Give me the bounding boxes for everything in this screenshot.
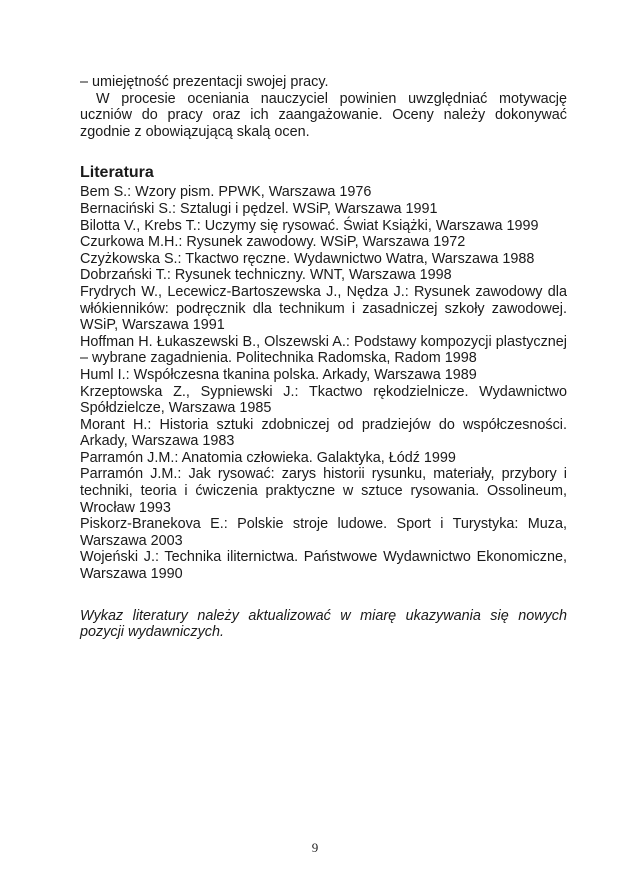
reference-list bbox=[80, 184, 567, 582]
page-content bbox=[80, 74, 567, 655]
reference-item: Wojeński J.: Technika iliternictwa. Państwowe Wydawnictwo Ekonomiczne, Warszawa 1990 bbox=[80, 549, 567, 583]
literature-heading: Literatura bbox=[80, 164, 154, 182]
page-number: 9 bbox=[311, 840, 319, 855]
reference-item: Czurkowa M.H.: Rysunek zawodowy. WSiP, Warszawa 1972 bbox=[80, 234, 466, 251]
reference-item: Huml I.: Współczesna tkanina polska. Arkady, Warszawa 1989 bbox=[80, 366, 477, 383]
reference-item: Krzeptowska Z., Sypniewski J.: Tkactwo rękodzielnicze. Wydawnictwo Spółdzielcze, Warszawa 1985 bbox=[80, 383, 567, 417]
assessment-paragraph: W procesie oceniania nauczyciel powinien uwzględniać motywację uczniów do pracy oraz ich zaangażowanie. Oceny należy dokonywać zgodnie z obowiązującą skalą ocen. bbox=[80, 90, 567, 140]
reference-item: Bem S.: Wzory pism. PPWK, Warszawa 1976 bbox=[80, 184, 372, 201]
reference-item: Morant H.: Historia sztuki zdobniczej od pradziejów do współczesności. Arkady, Warszawa 1983 bbox=[80, 416, 567, 450]
reference-item: Czyżkowska S.: Tkactwo ręczne. Wydawnictwo Watra, Warszawa 1988 bbox=[80, 250, 535, 267]
intro-section bbox=[80, 74, 567, 140]
reference-item: Frydrych W., Lecewicz-Bartoszewska J., Nędza J.: Rysunek zawodowy dla włókienników: podręcznik dla technikum i zasadniczej szkoły zawodowej. WSiP, Warszawa 1991 bbox=[80, 283, 567, 334]
bullet-item: – umiejętność prezentacji swojej pracy. bbox=[80, 74, 329, 90]
reference-item: Parramón J.M.: Anatomia człowieka. Galaktyka, Łódź 1999 bbox=[80, 449, 456, 466]
reference-item: Dobrzański T.: Rysunek techniczny. WNT, Warszawa 1998 bbox=[80, 267, 452, 284]
reference-item: Parramón J.M.: Jak rysować: zarys historii rysunku, materiały, przybory i techniki, teoria i ćwiczenia praktyczne w sztuce rysowania. Ossolineum, Wrocław 1993 bbox=[80, 466, 567, 516]
reference-item: Bernaciński S.: Sztalugi i pędzel. WSiP, Warszawa 1991 bbox=[80, 200, 438, 217]
reference-item: Bilotta V., Krebs T.: Uczymy się rysować. Świat Książki, Warszawa 1999 bbox=[80, 217, 539, 234]
reference-item: Hoffman H. Łukaszewski B., Olszewski A.: Podstawy kompozycji plastycznej – wybrane zagadnienia. Politechnika Radomska, Radom 1998 bbox=[80, 333, 567, 367]
literature-note: Wykaz literatury należy aktualizować w miarę ukazywania się nowych pozycji wydawniczych. bbox=[80, 607, 567, 641]
reference-item: Piskorz-Branekova E.: Polskie stroje ludowe. Sport i Turystyka: Muza, Warszawa 2003 bbox=[80, 516, 567, 549]
